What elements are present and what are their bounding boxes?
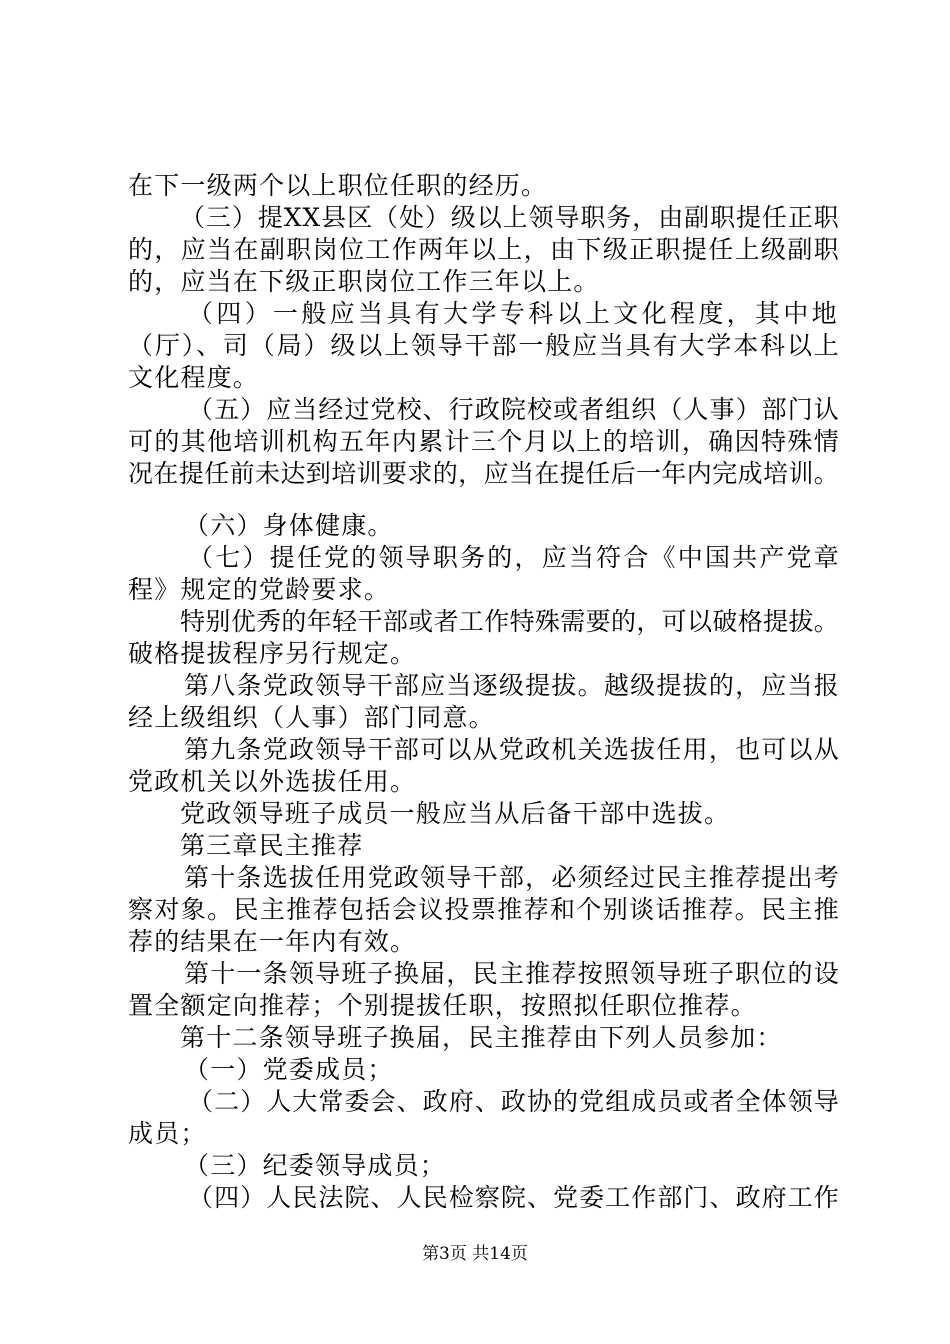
text-line: 第十二条领导班子换届，民主推荐由下列人员参加： xyxy=(180,1023,783,1052)
text-line: 察对象。民主推荐包括会议投票推荐和个别谈话推荐。民主推 xyxy=(128,895,841,924)
text-line: 成员； xyxy=(128,1119,207,1148)
text-line: （一）党委成员； xyxy=(184,1055,394,1084)
text-line: 特别优秀的年轻干部或者工作特殊需要的，可以破格提拔。 xyxy=(180,607,840,636)
paragraph-gap xyxy=(128,490,840,510)
text-line: （三）提XX县区（处）级以上领导职务，由副职提任正职 xyxy=(180,203,840,232)
text-line: 荐的结果在一年内有效。 xyxy=(128,927,417,956)
text-line: 在下一级两个以上职位任职的经历。 xyxy=(128,171,548,200)
text-line: 党政机关以外选拔任用。 xyxy=(128,767,417,796)
text-line: （六）身体健康。 xyxy=(184,511,394,540)
text-line: 党政领导班子成员一般应当从后备干部中选拔。 xyxy=(180,799,731,828)
text-line: 置全额定向推荐；个别提拔任职，按照拟任职位推荐。 xyxy=(128,991,757,1020)
text-line: 第九条党政领导干部可以从党政机关选拔任用，也可以从 xyxy=(184,735,841,764)
text-line: 第八条党政领导干部应当逐级提拔。越级提拔的，应当报 xyxy=(184,671,841,700)
text-line: （厅）、司（局）级以上领导干部一般应当具有大学本科以上 xyxy=(128,331,841,360)
text-line: （二）人大常委会、政府、政协的党组成员或者全体领导 xyxy=(188,1087,840,1116)
text-line: 程》规定的党龄要求。 xyxy=(128,575,391,604)
text-line: 破格提拔程序另行规定。 xyxy=(128,639,417,668)
text-line: （四）人民法院、人民检察院、党委工作部门、政府工作 xyxy=(188,1183,840,1212)
text-line: 文化程度。 xyxy=(128,363,260,392)
text-line: 第十一条领导班子换届，民主推荐按照领导班子职位的设 xyxy=(184,959,841,988)
document-body xyxy=(128,170,840,1214)
text-line: 况在提任前未达到培训要求的，应当在提任后一年内完成培训。 xyxy=(128,459,840,488)
page-footer: 第3页 共14页 xyxy=(422,1244,528,1264)
text-line: 的，应当在下级正职岗位工作三年以上。 xyxy=(128,267,600,296)
text-line: （四）一般应当具有大学专科以上文化程度，其中地 xyxy=(188,299,841,328)
text-line: （三）纪委领导成员； xyxy=(184,1151,447,1180)
text-line: 经上级组织（人事）部门同意。 xyxy=(128,703,495,732)
text-line: 第三章民主推荐 xyxy=(180,831,364,860)
text-line: 的，应当在副职岗位工作两年以上，由下级正职提任上级副职 xyxy=(128,235,841,264)
text-line: 第十条选拔任用党政领导干部，必须经过民主推荐提出考 xyxy=(184,863,841,892)
text-line: （五）应当经过党校、行政院校或者组织（人事）部门认 xyxy=(188,395,840,424)
text-line: （七）提任党的领导职务的，应当符合《中国共产党章 xyxy=(188,543,841,572)
text-line: 可的其他培训机构五年内累计三个月以上的培训，确因特殊情 xyxy=(128,427,841,456)
